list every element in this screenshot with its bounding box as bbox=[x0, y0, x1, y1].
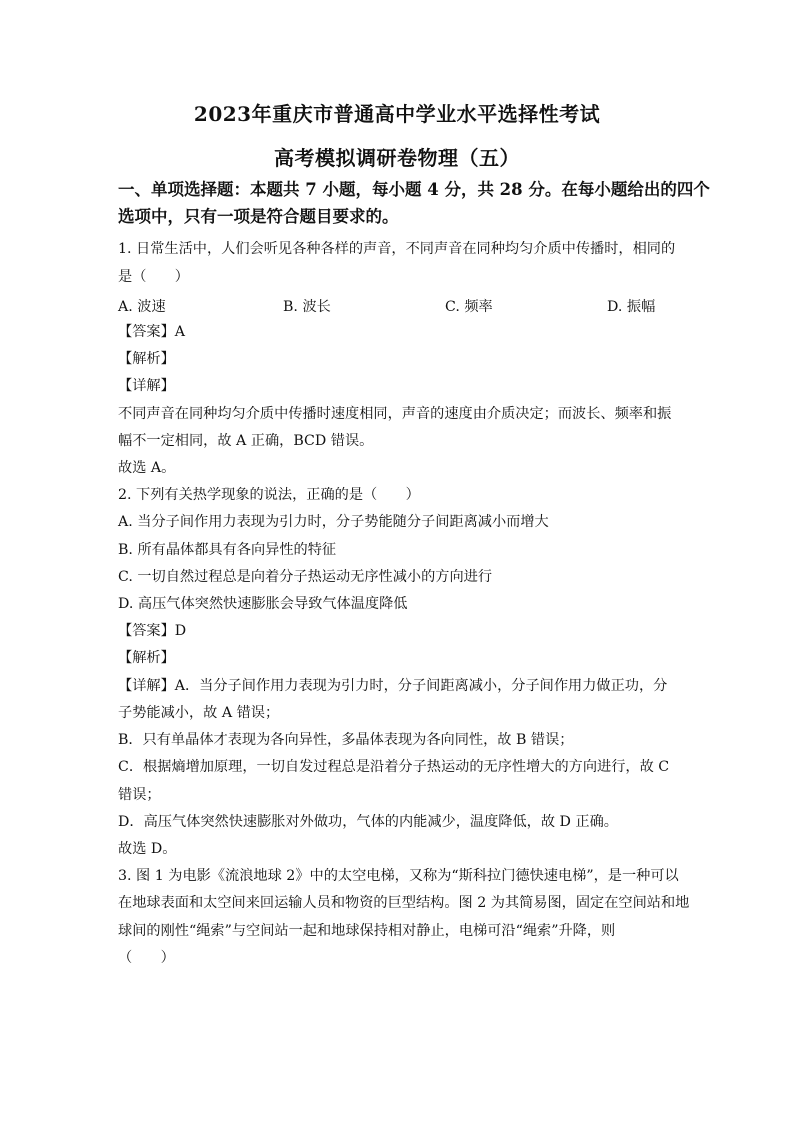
q1-option-a: A. 波速 bbox=[118, 299, 166, 315]
q1-detail-line1: 不同声音在同种均匀介质中传播时速度相同，声音的速度由介质决定；而波长、频率和振 bbox=[118, 406, 672, 422]
q3-stem-line: 球间的刚性“绳索”与空间站一起和地球保持相对静止，电梯可沿“绳索”升降，则 bbox=[118, 923, 616, 939]
q1-option-b: B. 波长 bbox=[283, 299, 331, 315]
q2-option-c: C. 一切自然过程总是向着分子热运动无序性减小的方向进行 bbox=[118, 569, 493, 585]
q2-conclusion: 故选 D。 bbox=[118, 841, 177, 857]
q1-analysis-label: 【解析】 bbox=[118, 351, 175, 367]
q1-option-c: C. 频率 bbox=[445, 299, 493, 315]
q3-stem-line: 在地球表面和太空间来回运输人员和物资的巨型结构。图 2 为其简易图，固定在空间站和地 bbox=[118, 895, 690, 911]
q2-detail-line: 【详解】A．当分子间作用力表现为引力时，分子间距离减小，分子间作用力做正功，分 bbox=[118, 678, 668, 694]
section-heading-line2: 选项中，只有一项是符合题目要求的。 bbox=[118, 207, 399, 226]
q2-stem: 2. 下列有关热学现象的说法，正确的是（ ） bbox=[118, 487, 420, 503]
q1-stem-line2: 是（ ） bbox=[118, 269, 189, 285]
q2-option-b: B. 所有晶体都具有各向异性的特征 bbox=[118, 542, 337, 558]
q2-detail-line: C．根据熵增加原理，一切自发过程总是沿着分子热运动的无序性增大的方向进行，故 C bbox=[118, 759, 670, 775]
q2-option-a: A. 当分子间作用力表现为引力时，分子势能随分子间距离减小而增大 bbox=[118, 514, 549, 530]
exam-title-line2: 高考模拟调研卷物理（五） bbox=[274, 146, 520, 170]
q3-stem-line: （ ） bbox=[118, 950, 175, 966]
q2-detail-line: D．高压气体突然快速膨胀对外做功，气体的内能减少，温度降低，故 D 正确。 bbox=[118, 814, 618, 830]
q2-detail-line: B．只有单晶体才表现为各向异性，多晶体表现为各向同性，故 B 错误； bbox=[118, 732, 574, 748]
q1-answer: 【答案】A bbox=[118, 324, 185, 340]
exam-title-line1: 2023年重庆市普通高中学业水平选择性考试 bbox=[193, 102, 601, 126]
q2-analysis-label: 【解析】 bbox=[118, 650, 175, 666]
q2-option-d: D. 高压气体突然快速膨胀会导致气体温度降低 bbox=[118, 596, 408, 612]
q3-stem-line: 3. 图 1 为电影《流浪地球 2》中的太空电梯，又称为“斯科拉门德快速电梯”，是一种可以 bbox=[118, 868, 679, 884]
q2-answer: 【答案】D bbox=[118, 623, 187, 639]
q1-conclusion: 故选 A。 bbox=[118, 460, 176, 476]
q2-detail-line: 子势能减小，故 A 错误； bbox=[118, 705, 280, 721]
section-heading-line1: 一、单项选择题：本题共 7 小题，每小题 4 分，共 28 分。在每小题给出的四个 bbox=[118, 180, 710, 199]
q1-stem-line1: 1. 日常生活中，人们会听见各种各样的声音，不同声音在同种均匀介质中传播时，相同的 bbox=[118, 241, 676, 257]
q1-detail-label: 【详解】 bbox=[118, 378, 175, 394]
q1-detail-line2: 幅不一定相同，故 A 正确，BCD 错误。 bbox=[118, 433, 374, 449]
q2-detail-line: 错误； bbox=[118, 787, 161, 803]
q1-option-d: D. 振幅 bbox=[607, 299, 656, 315]
